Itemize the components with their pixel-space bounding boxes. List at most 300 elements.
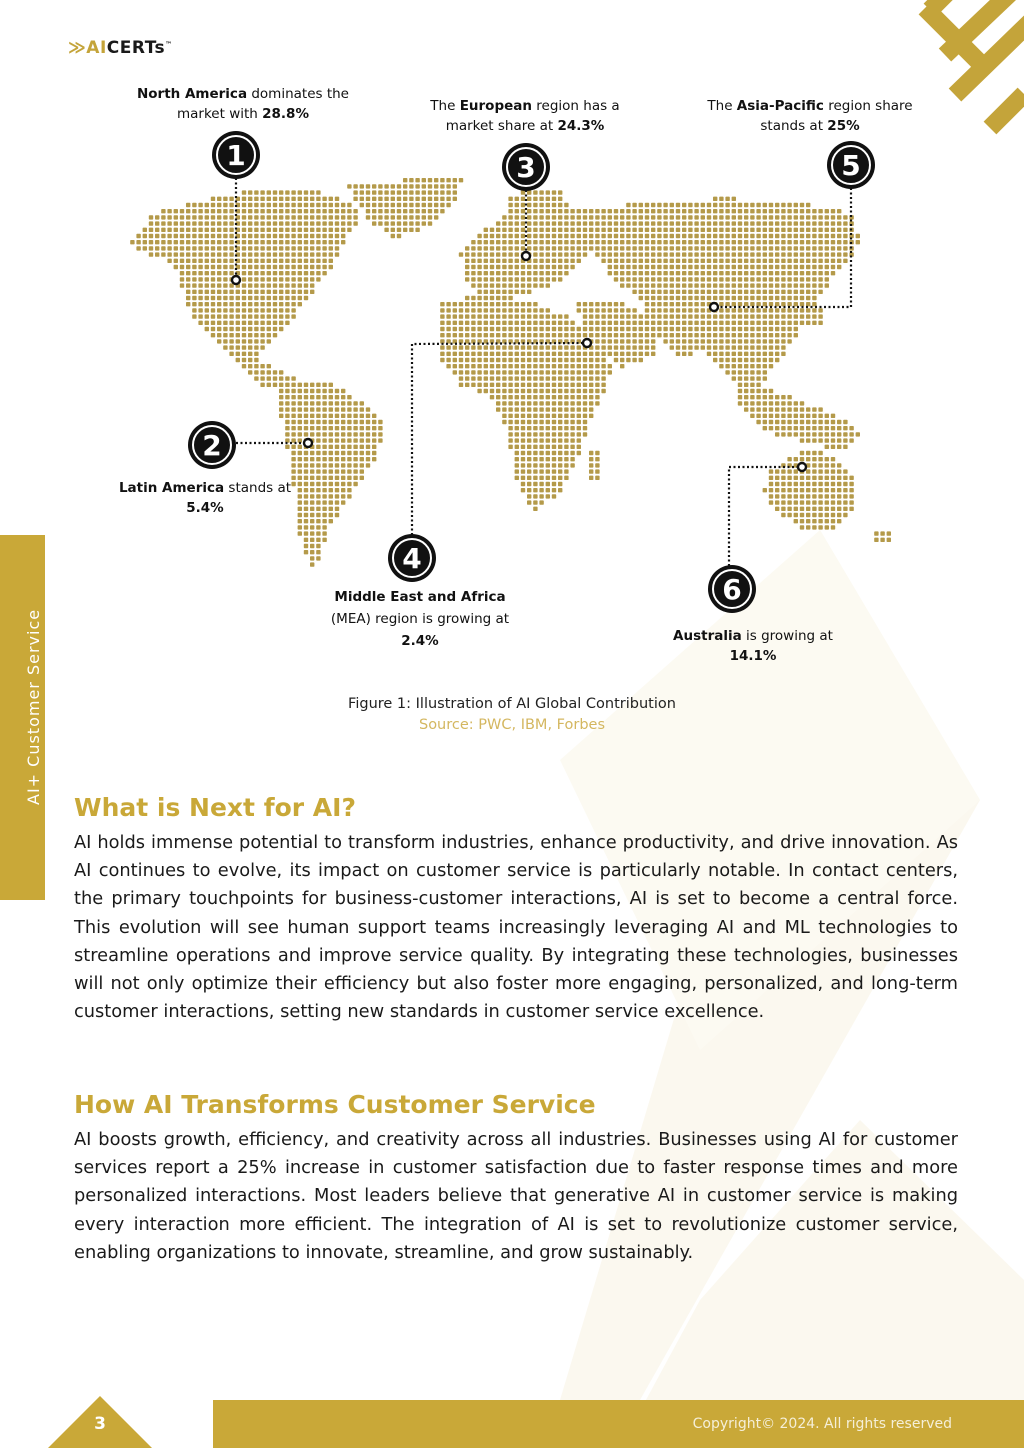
map-dot <box>682 302 686 306</box>
map-dot <box>205 308 209 312</box>
map-dot <box>192 265 196 269</box>
map-dot <box>645 352 649 356</box>
map-dot <box>496 302 500 306</box>
map-dot <box>490 376 494 380</box>
map-dot <box>508 259 512 263</box>
map-dot <box>254 203 258 207</box>
map-dot <box>459 333 463 337</box>
map-dot <box>601 308 605 312</box>
map-dot <box>539 414 543 418</box>
map-dot <box>570 414 574 418</box>
map-dot <box>434 190 438 194</box>
map-dot <box>304 500 308 504</box>
map-dot <box>316 414 320 418</box>
map-dot <box>595 370 599 374</box>
map-dot <box>304 290 308 294</box>
map-dot <box>205 314 209 318</box>
map-dot <box>558 432 562 436</box>
map-dot <box>291 314 295 318</box>
map-dot <box>744 321 748 325</box>
map-dot <box>701 246 705 250</box>
map-dot <box>738 333 742 337</box>
map-dot <box>335 389 339 393</box>
map-dot <box>341 240 345 244</box>
map-dot <box>812 500 816 504</box>
map-dot <box>577 395 581 399</box>
map-dot <box>800 407 804 411</box>
map-dot <box>217 302 221 306</box>
map-dot <box>484 265 488 269</box>
map-dot <box>775 407 779 411</box>
map-dot <box>322 414 326 418</box>
map-dot <box>837 240 841 244</box>
map-dot <box>787 426 791 430</box>
map-dot <box>310 432 314 436</box>
map-dot <box>515 463 519 467</box>
map-dot <box>750 246 754 250</box>
map-dot <box>608 252 612 256</box>
map-dot <box>688 345 692 349</box>
map-dot <box>217 265 221 269</box>
map-dot <box>837 221 841 225</box>
map-dot <box>725 221 729 225</box>
map-dot <box>428 209 432 213</box>
map-dot <box>763 252 767 256</box>
map-dot <box>310 550 314 554</box>
map-dot <box>273 209 277 213</box>
map-dot <box>260 370 264 374</box>
map-dot <box>378 197 382 201</box>
map-dot <box>341 457 345 461</box>
map-dot <box>800 476 804 480</box>
map-dot <box>713 215 717 219</box>
map-dot <box>849 507 853 511</box>
map-dot <box>515 314 519 318</box>
map-dot <box>298 296 302 300</box>
map-dot <box>291 383 295 387</box>
map-dot <box>769 290 773 294</box>
map-dot <box>713 358 717 362</box>
map-dot <box>353 482 357 486</box>
map-dot <box>508 432 512 436</box>
map-dot <box>595 327 599 331</box>
map-dot <box>601 370 605 374</box>
map-dot <box>564 414 568 418</box>
map-dot <box>285 389 289 393</box>
map-dot <box>763 364 767 368</box>
map-dot <box>570 389 574 393</box>
map-dot <box>260 197 264 201</box>
map-dot <box>192 203 196 207</box>
map-dot <box>632 252 636 256</box>
map-dot <box>570 395 574 399</box>
map-dot <box>744 228 748 232</box>
map-dot <box>589 327 593 331</box>
map-dot <box>174 215 178 219</box>
map-dot <box>521 197 525 201</box>
map-dot <box>825 252 829 256</box>
map-dot <box>180 246 184 250</box>
map-dot <box>763 221 767 225</box>
map-dot <box>229 228 233 232</box>
map-dot <box>459 327 463 331</box>
map-dot <box>254 197 258 201</box>
map-dot <box>304 420 308 424</box>
map-dot <box>837 259 841 263</box>
map-dot <box>645 234 649 238</box>
map-dot <box>781 209 785 213</box>
map-dot <box>738 358 742 362</box>
map-dot <box>837 215 841 219</box>
map-dot <box>459 314 463 318</box>
map-dot <box>800 277 804 281</box>
map-dot <box>229 252 233 256</box>
map-dot <box>422 209 426 213</box>
map-dot <box>254 376 258 380</box>
map-dot <box>756 221 760 225</box>
map-dot <box>471 314 475 318</box>
map-dot <box>428 203 432 207</box>
map-dot <box>465 302 469 306</box>
map-dot <box>806 246 810 250</box>
map-dot <box>533 197 537 201</box>
map-dot <box>254 234 258 238</box>
map-dot <box>682 283 686 287</box>
map-dot <box>329 215 333 219</box>
map-dot <box>527 407 531 411</box>
map-dot <box>248 203 252 207</box>
map-dot <box>539 463 543 467</box>
map-dot <box>310 407 314 411</box>
map-dot <box>781 507 785 511</box>
map-dot <box>738 370 742 374</box>
map-dot <box>750 327 754 331</box>
map-dot <box>682 246 686 250</box>
map-dot <box>304 221 308 225</box>
map-dot <box>310 507 314 511</box>
map-dot <box>756 209 760 213</box>
map-dot <box>812 265 816 269</box>
map-dot <box>738 376 742 380</box>
map-dot <box>794 476 798 480</box>
map-dot <box>515 383 519 387</box>
map-dot <box>657 252 661 256</box>
map-dot <box>744 271 748 275</box>
map-dot <box>229 333 233 337</box>
map-dot <box>248 339 252 343</box>
map-dot <box>725 358 729 362</box>
map-dot <box>831 420 835 424</box>
map-dot <box>583 209 587 213</box>
map-dot <box>552 376 556 380</box>
map-dot <box>465 376 469 380</box>
map-dot <box>763 370 767 374</box>
map-dot <box>291 376 295 380</box>
map-dot <box>248 352 252 356</box>
map-dot <box>304 271 308 275</box>
map-dot <box>267 376 271 380</box>
map-dot <box>750 345 754 349</box>
map-dot <box>800 507 804 511</box>
map-dot <box>651 314 655 318</box>
map-dot <box>750 290 754 294</box>
map-dot <box>663 271 667 275</box>
map-dot <box>608 221 612 225</box>
map-dot <box>279 321 283 325</box>
map-dot <box>558 352 562 356</box>
map-dot <box>217 259 221 263</box>
map-dot <box>564 451 568 455</box>
map-dot <box>787 494 791 498</box>
map-dot <box>533 221 537 225</box>
map-dot <box>205 327 209 331</box>
map-dot <box>787 339 791 343</box>
map-dot <box>670 265 674 269</box>
map-dot <box>812 469 816 473</box>
map-dot <box>515 203 519 207</box>
map-dot <box>546 252 550 256</box>
map-dot <box>180 265 184 269</box>
map-dot <box>564 215 568 219</box>
map-dot <box>527 438 531 442</box>
map-dot <box>577 370 581 374</box>
map-dot <box>496 321 500 325</box>
map-dot <box>533 314 537 318</box>
map-dot <box>583 376 587 380</box>
map-dot <box>794 321 798 325</box>
map-dot <box>781 407 785 411</box>
map-dot <box>167 240 171 244</box>
map-dot <box>732 234 736 238</box>
map-dot <box>298 197 302 201</box>
map-dot <box>806 457 810 461</box>
map-dot <box>577 358 581 362</box>
map-dot <box>713 197 717 201</box>
map-dot <box>812 283 816 287</box>
map-dot <box>552 407 556 411</box>
map-dot <box>775 333 779 337</box>
map-dot <box>818 308 822 312</box>
map-dot <box>570 259 574 263</box>
map-dot <box>267 221 271 225</box>
map-dot <box>756 296 760 300</box>
map-dot <box>583 246 587 250</box>
map-dot <box>608 246 612 250</box>
map-dot <box>496 401 500 405</box>
map-dot <box>812 525 816 529</box>
map-dot <box>818 457 822 461</box>
page-number: 3 <box>94 1414 106 1434</box>
map-dot <box>515 457 519 461</box>
map-dot <box>415 228 419 232</box>
map-dot <box>298 407 302 411</box>
map-dot <box>800 513 804 517</box>
map-dot <box>738 215 742 219</box>
map-dot <box>415 190 419 194</box>
map-dot <box>217 339 221 343</box>
map-dot <box>143 246 147 250</box>
map-dot <box>391 190 395 194</box>
map-dot <box>800 240 804 244</box>
map-dot <box>508 271 512 275</box>
map-dot <box>310 482 314 486</box>
map-dot <box>546 401 550 405</box>
map-dot <box>477 296 481 300</box>
map-dot <box>632 203 636 207</box>
map-dot <box>632 277 636 281</box>
map-dot <box>831 432 835 436</box>
map-dot <box>310 209 314 213</box>
map-dot <box>372 426 376 430</box>
map-dot <box>670 234 674 238</box>
map-dot <box>273 234 277 238</box>
map-dot <box>279 259 283 263</box>
map-dot <box>750 296 754 300</box>
map-dot <box>812 426 816 430</box>
map-dot <box>732 265 736 269</box>
map-dot <box>608 333 612 337</box>
map-dot <box>304 426 308 430</box>
map-dot <box>446 321 450 325</box>
map-dot <box>781 215 785 219</box>
map-dot <box>688 339 692 343</box>
map-dot <box>620 221 624 225</box>
map-dot <box>806 271 810 275</box>
map-dot <box>818 240 822 244</box>
map-dot <box>707 271 711 275</box>
map-dot <box>818 221 822 225</box>
map-dot <box>384 221 388 225</box>
map-dot <box>515 215 519 219</box>
callout-mea: Middle East and Africa (MEA) region is growing at 2.4% <box>330 589 510 649</box>
map-dot <box>769 327 773 331</box>
map-dot <box>750 271 754 275</box>
map-dot <box>465 252 469 256</box>
map-dot <box>279 314 283 318</box>
map-dot <box>459 302 463 306</box>
map-dot <box>453 308 457 312</box>
map-dot <box>738 321 742 325</box>
map-dot <box>632 333 636 337</box>
map-dot <box>260 277 264 281</box>
map-dot <box>149 252 153 256</box>
map-dot <box>775 234 779 238</box>
map-dot <box>719 246 723 250</box>
map-dot <box>465 265 469 269</box>
map-dot <box>285 302 289 306</box>
map-dot <box>744 283 748 287</box>
map-dot <box>688 321 692 325</box>
map-dot <box>229 246 233 250</box>
map-dot <box>608 314 612 318</box>
map-dot <box>273 283 277 287</box>
map-dot <box>291 259 295 263</box>
map-dot <box>589 246 593 250</box>
map-dot <box>632 265 636 269</box>
map-dot <box>794 414 798 418</box>
map-dot <box>825 259 829 263</box>
map-dot <box>552 252 556 256</box>
map-dot <box>781 494 785 498</box>
map-dot <box>304 451 308 455</box>
map-dot <box>626 327 630 331</box>
map-dot <box>527 451 531 455</box>
map-dot <box>341 414 345 418</box>
map-dot <box>502 327 506 331</box>
map-dot <box>812 290 816 294</box>
map-dot <box>608 271 612 275</box>
map-dot <box>205 259 209 263</box>
map-dot <box>273 265 277 269</box>
map-dot <box>713 321 717 325</box>
map-dot <box>787 395 791 399</box>
map-dot <box>589 389 593 393</box>
map-dot <box>347 420 351 424</box>
map-dot <box>391 209 395 213</box>
map-dot <box>285 314 289 318</box>
map-dot <box>806 215 810 219</box>
map-dot <box>725 370 729 374</box>
map-dot <box>428 178 432 182</box>
map-dot <box>564 426 568 430</box>
map-dot <box>471 259 475 263</box>
map-dot <box>161 234 165 238</box>
map-dot <box>719 308 723 312</box>
map-dot <box>688 296 692 300</box>
map-dot <box>806 519 810 523</box>
map-dot <box>471 302 475 306</box>
map-dot <box>322 432 326 436</box>
map-dot <box>781 401 785 405</box>
map-dot <box>707 209 711 213</box>
map-dot <box>688 221 692 225</box>
map-dot <box>831 476 835 480</box>
map-dot <box>676 240 680 244</box>
map-dot <box>769 234 773 238</box>
logo-mark-icon: ≫ <box>68 38 87 58</box>
map-dot <box>471 358 475 362</box>
map-dot <box>471 352 475 356</box>
map-dot <box>825 209 829 213</box>
map-dot <box>397 197 401 201</box>
map-dot <box>527 327 531 331</box>
map-dot <box>186 228 190 232</box>
map-dot <box>558 370 562 374</box>
map-dot <box>341 221 345 225</box>
map-dot <box>366 184 370 188</box>
map-dot <box>781 314 785 318</box>
map-dot <box>608 234 612 238</box>
map-dot <box>663 221 667 225</box>
map-dot <box>775 215 779 219</box>
map-dot <box>601 234 605 238</box>
map-dot <box>546 445 550 449</box>
map-dot <box>781 513 785 517</box>
map-dot <box>843 513 847 517</box>
map-dot <box>651 234 655 238</box>
map-dot <box>812 482 816 486</box>
section-title-whats-next: What is Next for AI? <box>74 793 356 822</box>
map-dot <box>490 383 494 387</box>
map-dot <box>298 457 302 461</box>
map-dot <box>260 290 264 294</box>
map-dot <box>316 190 320 194</box>
map-dot <box>794 252 798 256</box>
map-dot <box>322 469 326 473</box>
map-dot <box>645 240 649 244</box>
map-dot <box>217 246 221 250</box>
map-dot <box>353 432 357 436</box>
